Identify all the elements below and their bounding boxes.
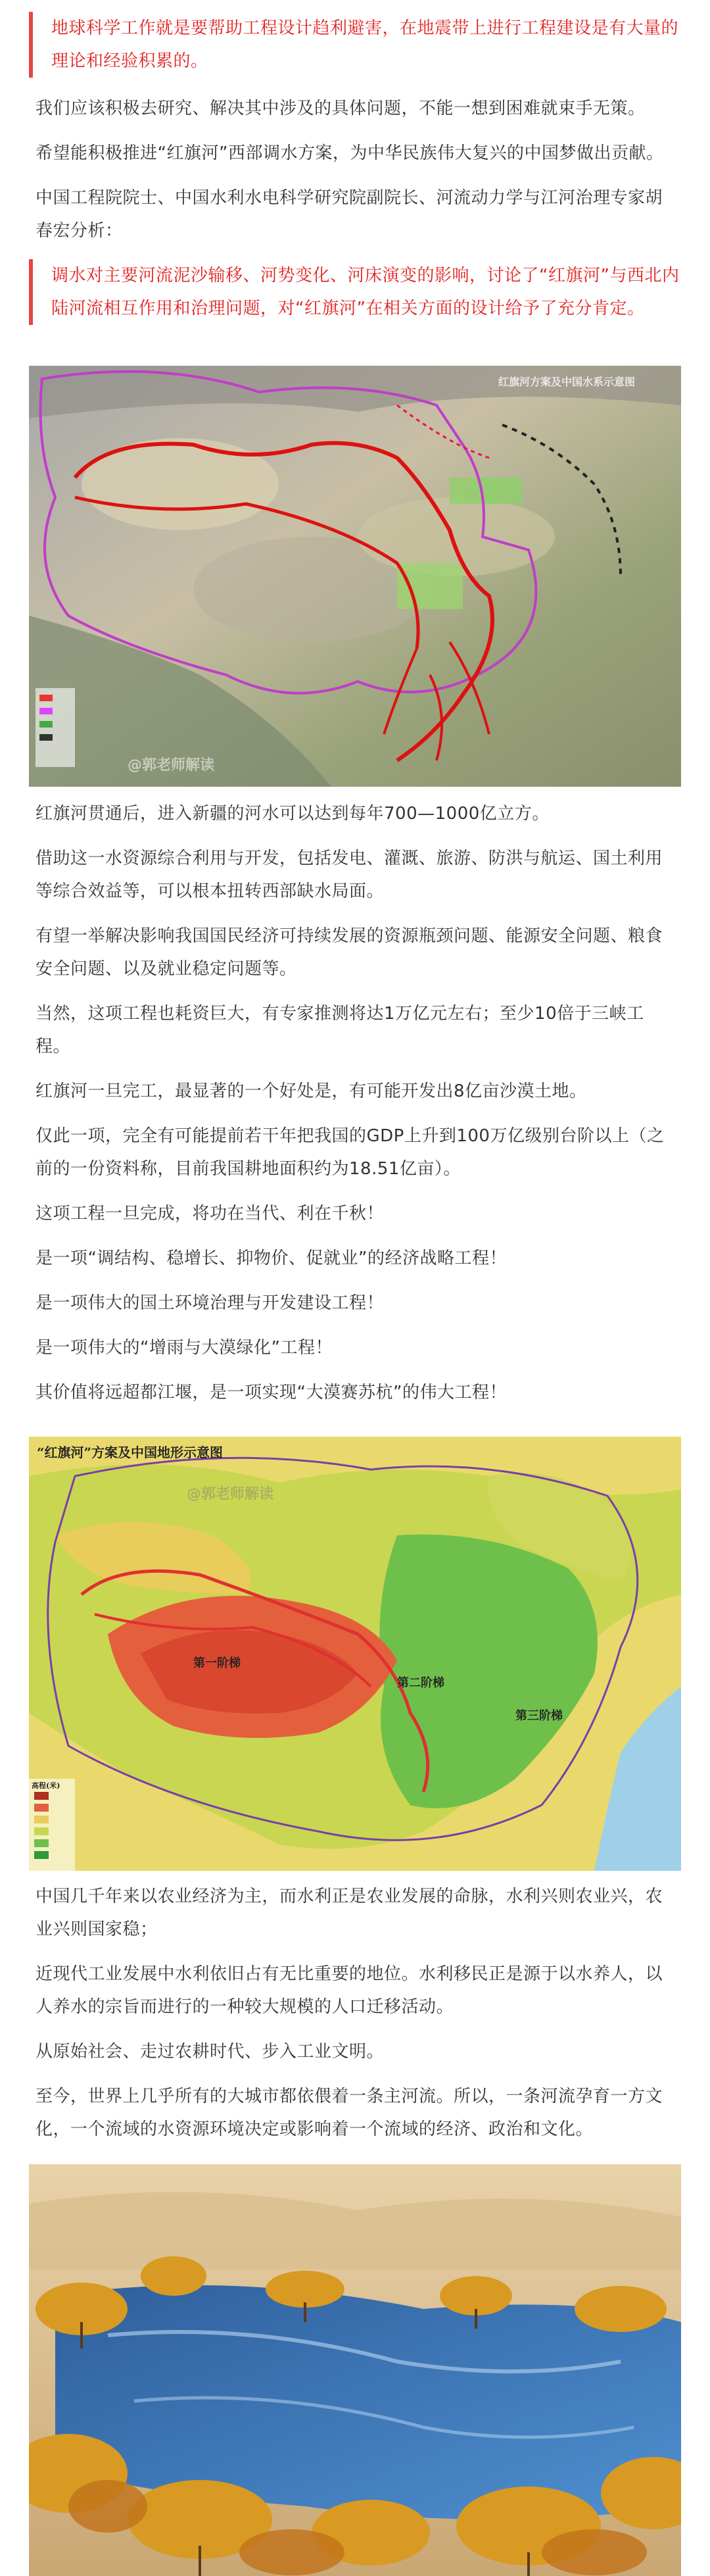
map-image-1 (29, 366, 681, 787)
map-graphic-2 (29, 1437, 681, 1871)
legend-title: 高程(米) (32, 1781, 60, 1790)
paragraph: 是一项伟大的国土环境治理与开发建设工程！ (36, 1293, 385, 1313)
quote-block-1 (29, 12, 680, 78)
paragraph: 至今，世界上几乎所有的大城市都依偎着一条主河流。所以，一条河流孕育一方文化，一个流域的水资源环境决定或影响着一个流域的经济、政治和文化。 (36, 2087, 663, 2139)
paragraph: 当然，这项工程也耗资巨大，有专家推测将达1万亿元左右；至少10倍于三峡工程。 (36, 1004, 644, 1056)
map-title-1: 红旗河方案及中国水系示意图 (498, 376, 635, 388)
step-label-2: 第二阶梯 (397, 1676, 444, 1690)
photo-graphic (29, 2164, 681, 2576)
paragraph: 中国工程院院士、中国水利水电科学研究院副院长、河流动力学与江河治理专家胡春宏分析： (36, 188, 663, 241)
paragraph: 借助这一水资源综合利用与开发，包括发电、灌溉、旅游、防洪与航运、国土利用等综合效益等，可以根本扭转西部缺水局面。 (36, 849, 663, 901)
map-title-2: “红旗河”方案及中国地形示意图 (37, 1445, 224, 1460)
paragraph: 这项工程一旦完成，将功在当代、利在千秋！ (36, 1204, 385, 1224)
map-graphic-1 (29, 366, 681, 787)
paragraph: 希望能积极推进“红旗河”西部调水方案，为中华民族伟大复兴的中国梦做出贡献。 (36, 143, 664, 163)
quote-text-1: 地球科学工作就是要帮助工程设计趋利避害，在地震带上进行工程建设是有大量的理论和经验积累的。 (51, 18, 679, 71)
quote-text-2: 调水对主要河流泥沙输移、河势变化、河床演变的影响，讨论了“红旗河”与西北内陆河流相互作用和治理问题，对“红旗河”在相关方面的设计给予了充分肯定。 (51, 266, 680, 318)
paragraph: 我们应该积极去研究、解决其中涉及的具体问题，不能一想到困难就束手无策。 (36, 99, 646, 118)
paragraph: 是一项“调结构、稳增长、抑物价、促就业”的经济战略工程！ (36, 1249, 507, 1268)
paragraph: 仅此一项，完全有可能提前若干年把我国的GDP上升到100万亿级别台阶以上（之前的一份资料称，目前我国耕地面积约为18.51亿亩）。 (36, 1126, 665, 1179)
paragraph: 有望一举解决影响我国国民经济可持续发展的资源瓶颈问题、能源安全问题、粮食安全问题、以及就业稳定问题等。 (36, 926, 663, 979)
paragraph: 中国几千年来以农业经济为主，而水利正是农业发展的命脉，水利兴则农业兴，农业兴则国家稳； (36, 1887, 663, 1939)
paragraph: 其价值将远超都江堰，是一项实现“大漠赛苏杭”的伟大工程！ (36, 1383, 507, 1402)
step-label-1: 第一阶梯 (193, 1656, 241, 1670)
paragraph: 红旗河一旦完工，最显著的一个好处是，有可能开发出8亿亩沙漠土地。 (36, 1081, 587, 1101)
map-image-2 (29, 1437, 681, 1871)
watermark: @郭老师解读 (128, 757, 215, 774)
paragraph: 红旗河贯通后，进入新疆的河水可以达到每年700—1000亿立方。 (36, 804, 550, 824)
quote-block-2 (29, 259, 680, 325)
paragraph: 从原始社会、走过农耕时代、步入工业文明。 (36, 2042, 385, 2062)
step-label-3: 第三阶梯 (515, 1709, 563, 1723)
photo-desert-lake (29, 2164, 681, 2576)
watermark: @郭老师解读 (187, 1486, 274, 1502)
paragraph: 近现代工业发展中水利依旧占有无比重要的地位。水利移民正是源于以水养人，以人养水的宗旨而进行的一种较大规模的人口迁移活动。 (36, 1964, 663, 2017)
paragraph: 是一项伟大的“增雨与大漠绿化”工程！ (36, 1338, 333, 1358)
